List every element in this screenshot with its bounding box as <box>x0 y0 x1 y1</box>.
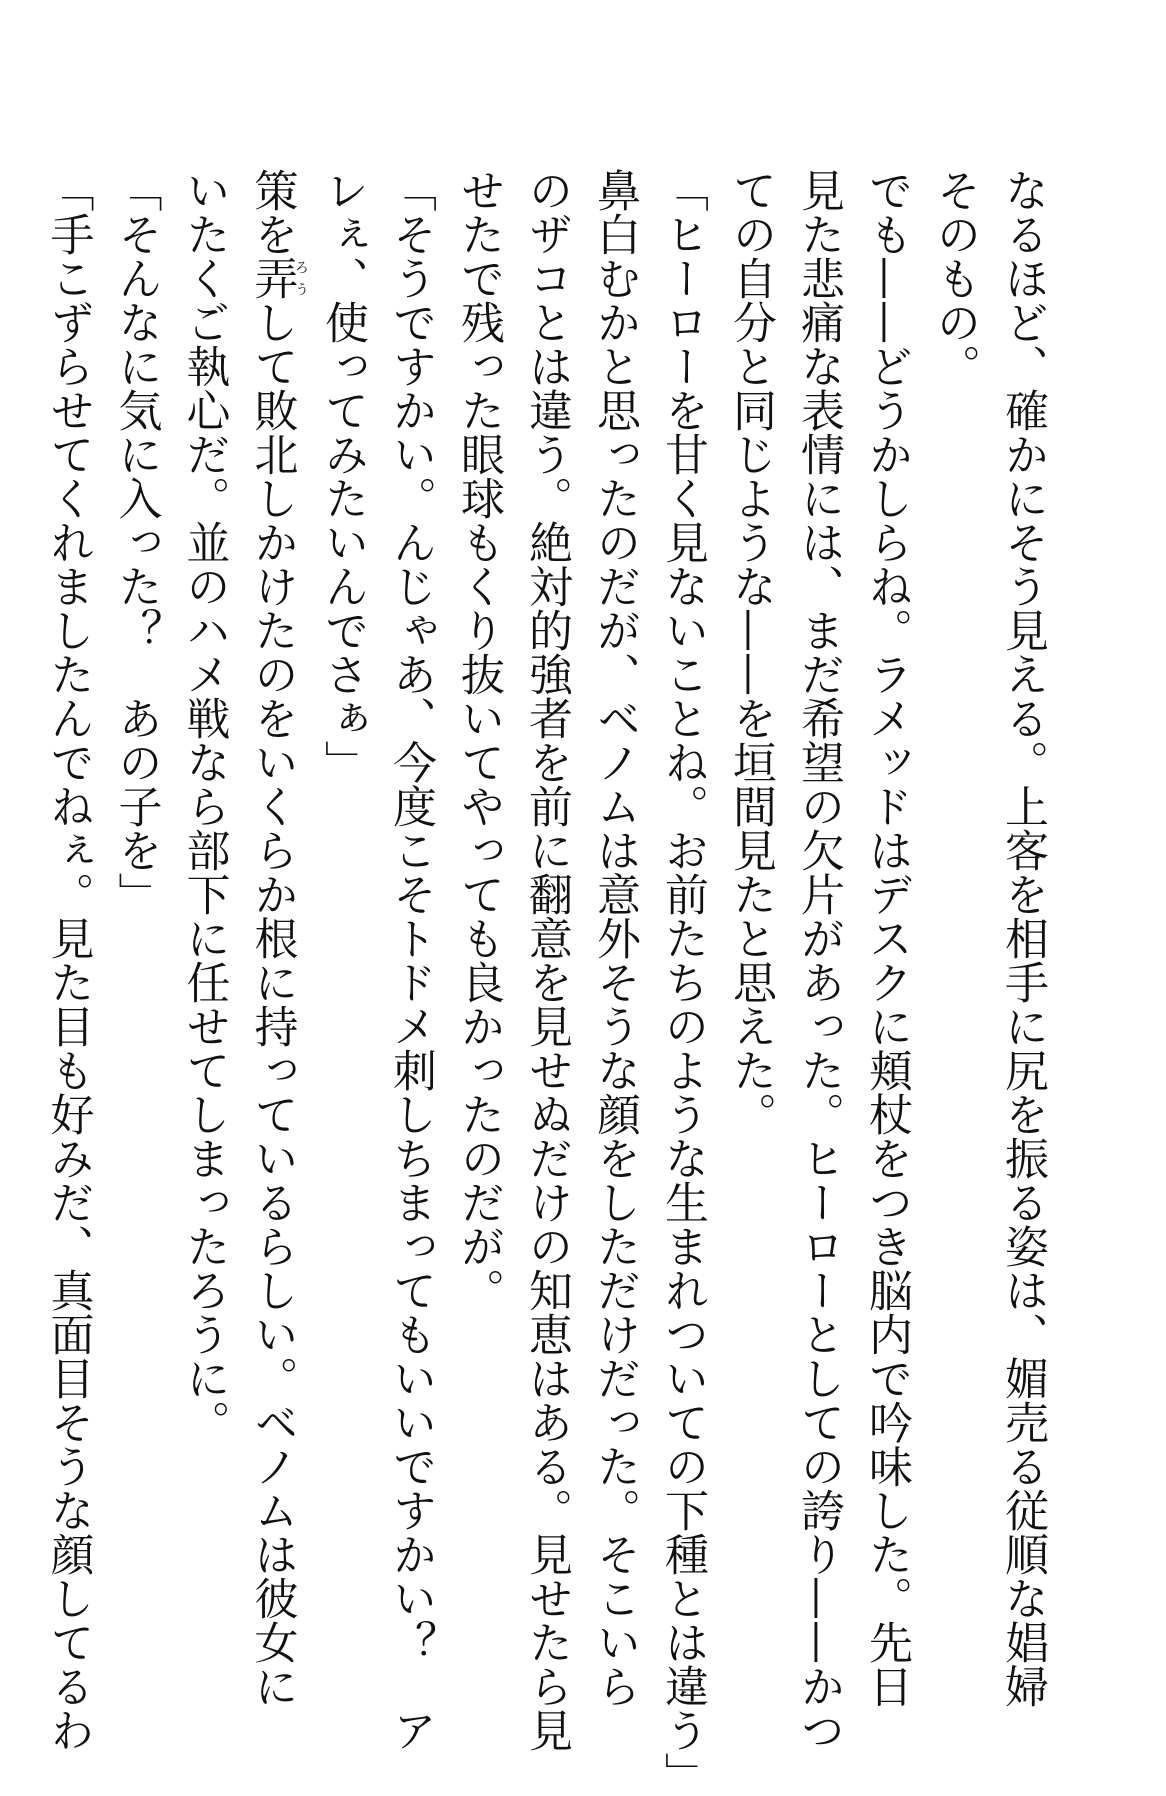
text-line-15: 「手こずらせてくれましたんでねぇ。見た目も好みだ、真面目そうな顔してるわ <box>42 168 94 1752</box>
text-line-8: のザコとは違う。絶対的強者を前に翻意を見せぬだけの知恵はある。見せたら見 <box>521 168 572 1752</box>
text-line-14: 「そんなに気に入った？ あの子を」 <box>110 168 162 916</box>
text-line-11: レぇ、使ってみたいんでさぁ」 <box>317 168 368 784</box>
text-line-13: いたくご執心だ。並のハメ戦なら部下に任せてしまったろうに。 <box>178 168 230 1444</box>
text-line-2: そのもの。 <box>929 168 980 388</box>
text-line-6: 「ヒーローを甘く見ないことね。お前たちのような生まれついての下種とは違う」 <box>657 168 708 1796</box>
text-line-12: 策を弄ろうして敗北しかけたのをいくらか根に持っているらしい。ベノムは彼女に <box>246 168 309 1708</box>
text-line-1: なるほど、確かにそう見える。上客を相手に尻を振る姿は、媚売る従順な娼婦 <box>997 168 1048 1708</box>
text-line-7: 鼻白むかと思ったのだが、ベノムは意外そうな顔をしただけだった。そこいら <box>589 168 640 1708</box>
vertical-text-block <box>34 168 1057 1796</box>
text-line-5: ての自分と同じような——を垣間見たと思えた。 <box>725 168 776 1136</box>
text-line-4: 見た悲痛な表情には、まだ希望の欠片があった。ヒーローとしての誇り——かつ <box>793 168 844 1752</box>
text-line-3: でも——どうかしらね。ラメッドはデスクに頬杖をつき脳内で吟味した。先日 <box>861 168 912 1708</box>
ruby-reading: ろう <box>293 256 309 300</box>
ruby-annotation: 弄ろう <box>246 256 309 300</box>
text-line-9: せたで残った眼球もくり抜いてやっても良かったのだが。 <box>453 168 504 1312</box>
text-line-10: 「そうですかい。んじゃあ、今度こそトドメ刺しちまってもいいですかい？ ア <box>385 168 436 1752</box>
